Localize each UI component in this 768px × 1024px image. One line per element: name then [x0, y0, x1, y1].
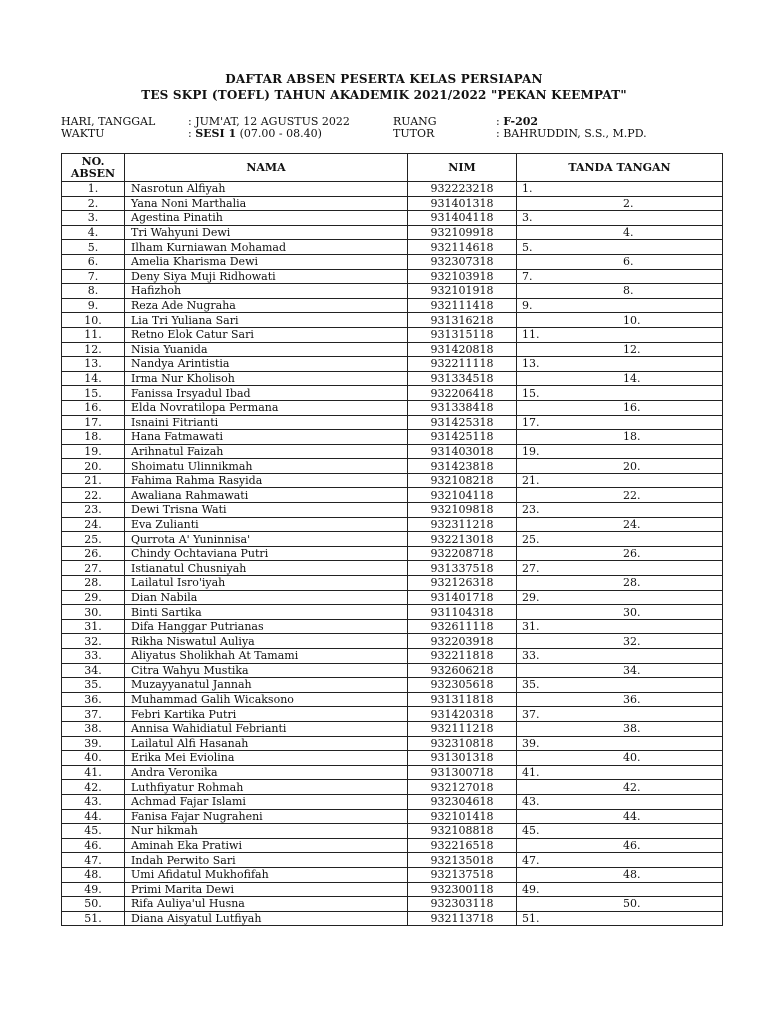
- cell-tanda-tangan: 36.: [517, 692, 723, 707]
- table-row: [62, 751, 723, 766]
- table-row: [62, 400, 723, 415]
- cell-tanda-tangan: 13.: [517, 357, 723, 372]
- cell-nim: 931338418: [408, 400, 517, 415]
- cell-no-absen: 30.: [62, 605, 125, 620]
- cell-tanda-tangan: 10.: [517, 313, 723, 328]
- cell-nim: 932127018: [408, 780, 517, 795]
- cell-nama: Reza Ade Nugraha: [125, 298, 408, 313]
- table-row: [62, 225, 723, 240]
- cell-nama: Istianatul Chusniyah: [125, 561, 408, 576]
- cell-tanda-tangan: 12.: [517, 342, 723, 357]
- time-colon: :: [188, 127, 196, 140]
- cell-nim: 932304618: [408, 794, 517, 809]
- cell-nama: Shoimatu Ulinnikmah: [125, 459, 408, 474]
- cell-nim: 932211818: [408, 649, 517, 664]
- cell-no-absen: 48.: [62, 867, 125, 882]
- cell-nama: Chindy Ochtaviana Putri: [125, 546, 408, 561]
- cell-tanda-tangan: 42.: [517, 780, 723, 795]
- cell-no-absen: 36.: [62, 692, 125, 707]
- cell-tanda-tangan: 45.: [517, 824, 723, 839]
- cell-tanda-tangan: 19.: [517, 444, 723, 459]
- cell-no-absen: 4.: [62, 225, 125, 240]
- cell-tanda-tangan: 43.: [517, 794, 723, 809]
- cell-nama: Difa Hanggar Putrianas: [125, 619, 408, 634]
- cell-tanda-tangan: 37.: [517, 707, 723, 722]
- time-session: SESI 1: [195, 127, 237, 140]
- cell-tanda-tangan: 14.: [517, 371, 723, 386]
- cell-nim: 932135018: [408, 853, 517, 868]
- cell-nim: 932303118: [408, 897, 517, 912]
- table-row: [62, 853, 723, 868]
- cell-no-absen: 11.: [62, 327, 125, 342]
- cell-tanda-tangan: 32.: [517, 634, 723, 649]
- table-row: [62, 634, 723, 649]
- cell-tanda-tangan: 8.: [517, 284, 723, 299]
- cell-nim: 932305618: [408, 678, 517, 693]
- room-number: F-202: [503, 115, 539, 128]
- table-row: [62, 240, 723, 255]
- cell-no-absen: 6.: [62, 254, 125, 269]
- cell-nama: Isnaini Fitrianti: [125, 415, 408, 430]
- cell-nim: 932101418: [408, 809, 517, 824]
- cell-nim: 932203918: [408, 634, 517, 649]
- cell-nim: 931337518: [408, 561, 517, 576]
- cell-no-absen: 15.: [62, 386, 125, 401]
- cell-nim: 932109818: [408, 503, 517, 518]
- cell-no-absen: 47.: [62, 853, 125, 868]
- cell-nama: Eva Zulianti: [125, 517, 408, 532]
- cell-no-absen: 17.: [62, 415, 125, 430]
- cell-nama: Lia Tri Yuliana Sari: [125, 313, 408, 328]
- cell-nama: Retno Elok Catur Sari: [125, 327, 408, 342]
- table-row: [62, 532, 723, 547]
- cell-nama: Andra Veronika: [125, 765, 408, 780]
- table-row: [62, 824, 723, 839]
- cell-tanda-tangan: 5.: [517, 240, 723, 255]
- header-nim: NIM: [408, 154, 517, 182]
- cell-tanda-tangan: 25.: [517, 532, 723, 547]
- cell-tanda-tangan: 1.: [517, 182, 723, 197]
- cell-nama: Yana Noni Marthalia: [125, 196, 408, 211]
- cell-no-absen: 10.: [62, 313, 125, 328]
- table-row: [62, 561, 723, 576]
- table-row: [62, 707, 723, 722]
- cell-no-absen: 42.: [62, 780, 125, 795]
- cell-tanda-tangan: 39.: [517, 736, 723, 751]
- table-row: [62, 663, 723, 678]
- cell-nama: Primi Marita Dewi: [125, 882, 408, 897]
- cell-nama: Hana Fatmawati: [125, 430, 408, 445]
- cell-nim: 932109918: [408, 225, 517, 240]
- cell-nim: 932126318: [408, 576, 517, 591]
- cell-tanda-tangan: 17.: [517, 415, 723, 430]
- table-row: [62, 794, 723, 809]
- cell-no-absen: 51.: [62, 911, 125, 926]
- table-row: [62, 780, 723, 795]
- table-row: [62, 576, 723, 591]
- cell-no-absen: 35.: [62, 678, 125, 693]
- table-row: [62, 313, 723, 328]
- cell-tanda-tangan: 47.: [517, 853, 723, 868]
- cell-nama: Tri Wahyuni Dewi: [125, 225, 408, 240]
- tutor-label: TUTOR: [393, 127, 435, 140]
- cell-nama: Lailatul Alfi Hasanah: [125, 736, 408, 751]
- cell-no-absen: 31.: [62, 619, 125, 634]
- cell-nama: Irma Nur Kholisoh: [125, 371, 408, 386]
- cell-no-absen: 16.: [62, 400, 125, 415]
- cell-no-absen: 45.: [62, 824, 125, 839]
- cell-nim: 931301318: [408, 751, 517, 766]
- cell-nim: 932108218: [408, 473, 517, 488]
- cell-nama: Achmad Fajar Islami: [125, 794, 408, 809]
- cell-nim: 932208718: [408, 546, 517, 561]
- cell-tanda-tangan: 38.: [517, 721, 723, 736]
- cell-no-absen: 28.: [62, 576, 125, 591]
- table-row: [62, 882, 723, 897]
- cell-tanda-tangan: 44.: [517, 809, 723, 824]
- cell-nama: Binti Sartika: [125, 605, 408, 620]
- table-row: [62, 254, 723, 269]
- table-row: [62, 284, 723, 299]
- cell-nim: 931425118: [408, 430, 517, 445]
- cell-tanda-tangan: 50.: [517, 897, 723, 912]
- cell-nama: Dewi Trisna Wati: [125, 503, 408, 518]
- table-row: [62, 590, 723, 605]
- tutor-value: : BAHRUDDIN, S.S., M.PD.: [496, 127, 647, 140]
- cell-tanda-tangan: 3.: [517, 211, 723, 226]
- day-value: : JUM'AT, 12 AGUSTUS 2022: [188, 115, 350, 128]
- table-row: [62, 605, 723, 620]
- table-row: [62, 430, 723, 445]
- cell-nama: Muhammad Galih Wicaksono: [125, 692, 408, 707]
- cell-nim: 931425318: [408, 415, 517, 430]
- table-row: [62, 298, 723, 313]
- header-no-absen: [62, 154, 125, 182]
- cell-nama: Agestina Pinatih: [125, 211, 408, 226]
- cell-no-absen: 5.: [62, 240, 125, 255]
- cell-nim: 932104118: [408, 488, 517, 503]
- cell-nim: 932216518: [408, 838, 517, 853]
- table-row: [62, 386, 723, 401]
- cell-nim: 931311818: [408, 692, 517, 707]
- table-row: [62, 897, 723, 912]
- cell-nim: 932206418: [408, 386, 517, 401]
- cell-no-absen: 38.: [62, 721, 125, 736]
- table-row: [62, 357, 723, 372]
- table-row: [62, 649, 723, 664]
- day-label: HARI, TANGGAL: [61, 115, 156, 128]
- cell-no-absen: 24.: [62, 517, 125, 532]
- cell-tanda-tangan: 18.: [517, 430, 723, 445]
- table-row: [62, 444, 723, 459]
- cell-tanda-tangan: 23.: [517, 503, 723, 518]
- cell-nim: 931315118: [408, 327, 517, 342]
- table-row: [62, 488, 723, 503]
- cell-nama: Umi Afidatul Mukhofifah: [125, 867, 408, 882]
- cell-no-absen: 43.: [62, 794, 125, 809]
- table-row: [62, 619, 723, 634]
- table-row: [62, 838, 723, 853]
- cell-nama: Nur hikmah: [125, 824, 408, 839]
- cell-no-absen: 18.: [62, 430, 125, 445]
- cell-nim: 932108818: [408, 824, 517, 839]
- table-row: [62, 459, 723, 474]
- cell-tanda-tangan: 20.: [517, 459, 723, 474]
- header-no-line2: ABSEN: [70, 166, 116, 180]
- cell-no-absen: 49.: [62, 882, 125, 897]
- cell-no-absen: 50.: [62, 897, 125, 912]
- cell-nim: 931401718: [408, 590, 517, 605]
- cell-no-absen: 22.: [62, 488, 125, 503]
- cell-nama: Dian Nabila: [125, 590, 408, 605]
- cell-nama: Elda Novratilopa Permana: [125, 400, 408, 415]
- cell-no-absen: 12.: [62, 342, 125, 357]
- table-row: [62, 721, 723, 736]
- cell-no-absen: 37.: [62, 707, 125, 722]
- cell-nim: 931420318: [408, 707, 517, 722]
- cell-nama: Ilham Kurniawan Mohamad: [125, 240, 408, 255]
- cell-nim: 931403018: [408, 444, 517, 459]
- cell-tanda-tangan: 2.: [517, 196, 723, 211]
- cell-nim: 932101918: [408, 284, 517, 299]
- cell-nim: 931401318: [408, 196, 517, 211]
- cell-nim: 931316218: [408, 313, 517, 328]
- cell-nim: 932114618: [408, 240, 517, 255]
- cell-no-absen: 27.: [62, 561, 125, 576]
- cell-no-absen: 25.: [62, 532, 125, 547]
- cell-tanda-tangan: 29.: [517, 590, 723, 605]
- cell-no-absen: 44.: [62, 809, 125, 824]
- document-title: DAFTAR ABSEN PESERTA KELAS PERSIAPAN: [225, 72, 543, 86]
- cell-nim: 932111418: [408, 298, 517, 313]
- cell-no-absen: 32.: [62, 634, 125, 649]
- cell-nim: 932223218: [408, 182, 517, 197]
- table-row: [62, 678, 723, 693]
- cell-tanda-tangan: 27.: [517, 561, 723, 576]
- document-subtitle: TES SKPI (TOEFL) TAHUN AKADEMIK 2021/2022 "PEKAN KEEMPAT": [141, 88, 627, 102]
- cell-tanda-tangan: 11.: [517, 327, 723, 342]
- cell-nim: 932606218: [408, 663, 517, 678]
- table-row: [62, 473, 723, 488]
- cell-no-absen: 40.: [62, 751, 125, 766]
- time-label: WAKTU: [61, 127, 105, 140]
- room-label: RUANG: [393, 115, 437, 128]
- table-row: [62, 196, 723, 211]
- cell-no-absen: 3.: [62, 211, 125, 226]
- cell-nama: Annisa Wahidiatul Febrianti: [125, 721, 408, 736]
- cell-nim: 932113718: [408, 911, 517, 926]
- table-row: [62, 809, 723, 824]
- cell-nama: Lailatul Isro'iyah: [125, 576, 408, 591]
- cell-tanda-tangan: 31.: [517, 619, 723, 634]
- table-row: [62, 911, 723, 926]
- cell-nama: Fanisa Fajar Nugraheni: [125, 809, 408, 824]
- cell-tanda-tangan: 48.: [517, 867, 723, 882]
- table-row: [62, 517, 723, 532]
- cell-nama: Indah Perwito Sari: [125, 853, 408, 868]
- cell-no-absen: 34.: [62, 663, 125, 678]
- cell-nim: 932103918: [408, 269, 517, 284]
- cell-no-absen: 8.: [62, 284, 125, 299]
- table-row: [62, 342, 723, 357]
- cell-nama: Luthfiyatur Rohmah: [125, 780, 408, 795]
- cell-no-absen: 33.: [62, 649, 125, 664]
- cell-tanda-tangan: 35.: [517, 678, 723, 693]
- room-colon: :: [496, 115, 504, 128]
- cell-tanda-tangan: 51.: [517, 911, 723, 926]
- cell-no-absen: 9.: [62, 298, 125, 313]
- attendance-table: [61, 153, 723, 926]
- cell-no-absen: 1.: [62, 182, 125, 197]
- cell-nim: 932611118: [408, 619, 517, 634]
- cell-tanda-tangan: 6.: [517, 254, 723, 269]
- cell-tanda-tangan: 30.: [517, 605, 723, 620]
- cell-tanda-tangan: 7.: [517, 269, 723, 284]
- cell-no-absen: 20.: [62, 459, 125, 474]
- cell-no-absen: 29.: [62, 590, 125, 605]
- table-row: [62, 765, 723, 780]
- cell-nama: Citra Wahyu Mustika: [125, 663, 408, 678]
- cell-tanda-tangan: 34.: [517, 663, 723, 678]
- cell-no-absen: 41.: [62, 765, 125, 780]
- table-row: [62, 327, 723, 342]
- table-row: [62, 269, 723, 284]
- cell-nama: Fahima Rahma Rasyida: [125, 473, 408, 488]
- cell-tanda-tangan: 41.: [517, 765, 723, 780]
- cell-nim: 932111218: [408, 721, 517, 736]
- cell-nama: Arihnatul Faizah: [125, 444, 408, 459]
- cell-nama: Erika Mei Eviolina: [125, 751, 408, 766]
- cell-tanda-tangan: 4.: [517, 225, 723, 240]
- cell-no-absen: 13.: [62, 357, 125, 372]
- cell-tanda-tangan: 15.: [517, 386, 723, 401]
- cell-tanda-tangan: 33.: [517, 649, 723, 664]
- cell-nama: Aminah Eka Pratiwi: [125, 838, 408, 853]
- cell-nama: Fanissa Irsyadul Ibad: [125, 386, 408, 401]
- cell-nim: 932311218: [408, 517, 517, 532]
- cell-nama: Qurrota A' Yuninnisa': [125, 532, 408, 547]
- cell-nim: 932213018: [408, 532, 517, 547]
- header-nama: NAMA: [125, 154, 408, 182]
- cell-tanda-tangan: 46.: [517, 838, 723, 853]
- cell-no-absen: 19.: [62, 444, 125, 459]
- cell-tanda-tangan: 21.: [517, 473, 723, 488]
- cell-nama: Deny Siya Muji Ridhowati: [125, 269, 408, 284]
- table-row: [62, 867, 723, 882]
- cell-tanda-tangan: 16.: [517, 400, 723, 415]
- cell-no-absen: 2.: [62, 196, 125, 211]
- cell-nim: 932310818: [408, 736, 517, 751]
- cell-nim: 931404118: [408, 211, 517, 226]
- cell-nim: 932300118: [408, 882, 517, 897]
- cell-tanda-tangan: 40.: [517, 751, 723, 766]
- cell-tanda-tangan: 24.: [517, 517, 723, 532]
- cell-no-absen: 7.: [62, 269, 125, 284]
- cell-nim: 932137518: [408, 867, 517, 882]
- cell-nim: 931300718: [408, 765, 517, 780]
- cell-nim: 931423818: [408, 459, 517, 474]
- table-row: [62, 211, 723, 226]
- cell-nama: Nandya Arintistia: [125, 357, 408, 372]
- cell-tanda-tangan: 49.: [517, 882, 723, 897]
- cell-nim: 931104318: [408, 605, 517, 620]
- time-value: [188, 127, 322, 141]
- cell-nama: Awaliana Rahmawati: [125, 488, 408, 503]
- cell-no-absen: 46.: [62, 838, 125, 853]
- cell-tanda-tangan: 28.: [517, 576, 723, 591]
- cell-nama: Hafizhoh: [125, 284, 408, 299]
- cell-nama: Amelia Kharisma Dewi: [125, 254, 408, 269]
- cell-nim: 932307318: [408, 254, 517, 269]
- table-body: [62, 182, 723, 926]
- cell-no-absen: 26.: [62, 546, 125, 561]
- cell-nama: Nisia Yuanida: [125, 342, 408, 357]
- table-row: [62, 692, 723, 707]
- cell-nama: Diana Aisyatul Lutfiyah: [125, 911, 408, 926]
- cell-no-absen: 39.: [62, 736, 125, 751]
- table-header-row: [62, 154, 723, 182]
- cell-tanda-tangan: 26.: [517, 546, 723, 561]
- cell-no-absen: 21.: [62, 473, 125, 488]
- table-row: [62, 503, 723, 518]
- cell-no-absen: 23.: [62, 503, 125, 518]
- cell-tanda-tangan: 22.: [517, 488, 723, 503]
- cell-nama: Rifa Auliya'ul Husna: [125, 897, 408, 912]
- cell-nama: Aliyatus Sholikhah At Tamami: [125, 649, 408, 664]
- cell-nim: 932211118: [408, 357, 517, 372]
- cell-nama: Nasrotun Alfiyah: [125, 182, 408, 197]
- cell-nama: Rikha Niswatul Auliya: [125, 634, 408, 649]
- header-no-line1: NO.: [81, 154, 105, 168]
- table-row: [62, 736, 723, 751]
- cell-tanda-tangan: 9.: [517, 298, 723, 313]
- cell-nim: 931334518: [408, 371, 517, 386]
- header-tanda-tangan: TANDA TANGAN: [517, 154, 723, 182]
- table-row: [62, 546, 723, 561]
- table-row: [62, 415, 723, 430]
- cell-nama: Muzayyanatul Jannah: [125, 678, 408, 693]
- cell-no-absen: 14.: [62, 371, 125, 386]
- table-row: [62, 371, 723, 386]
- table-row: [62, 182, 723, 197]
- cell-nim: 931420818: [408, 342, 517, 357]
- cell-nama: Febri Kartika Putri: [125, 707, 408, 722]
- time-range: (07.00 - 08.40): [236, 127, 322, 140]
